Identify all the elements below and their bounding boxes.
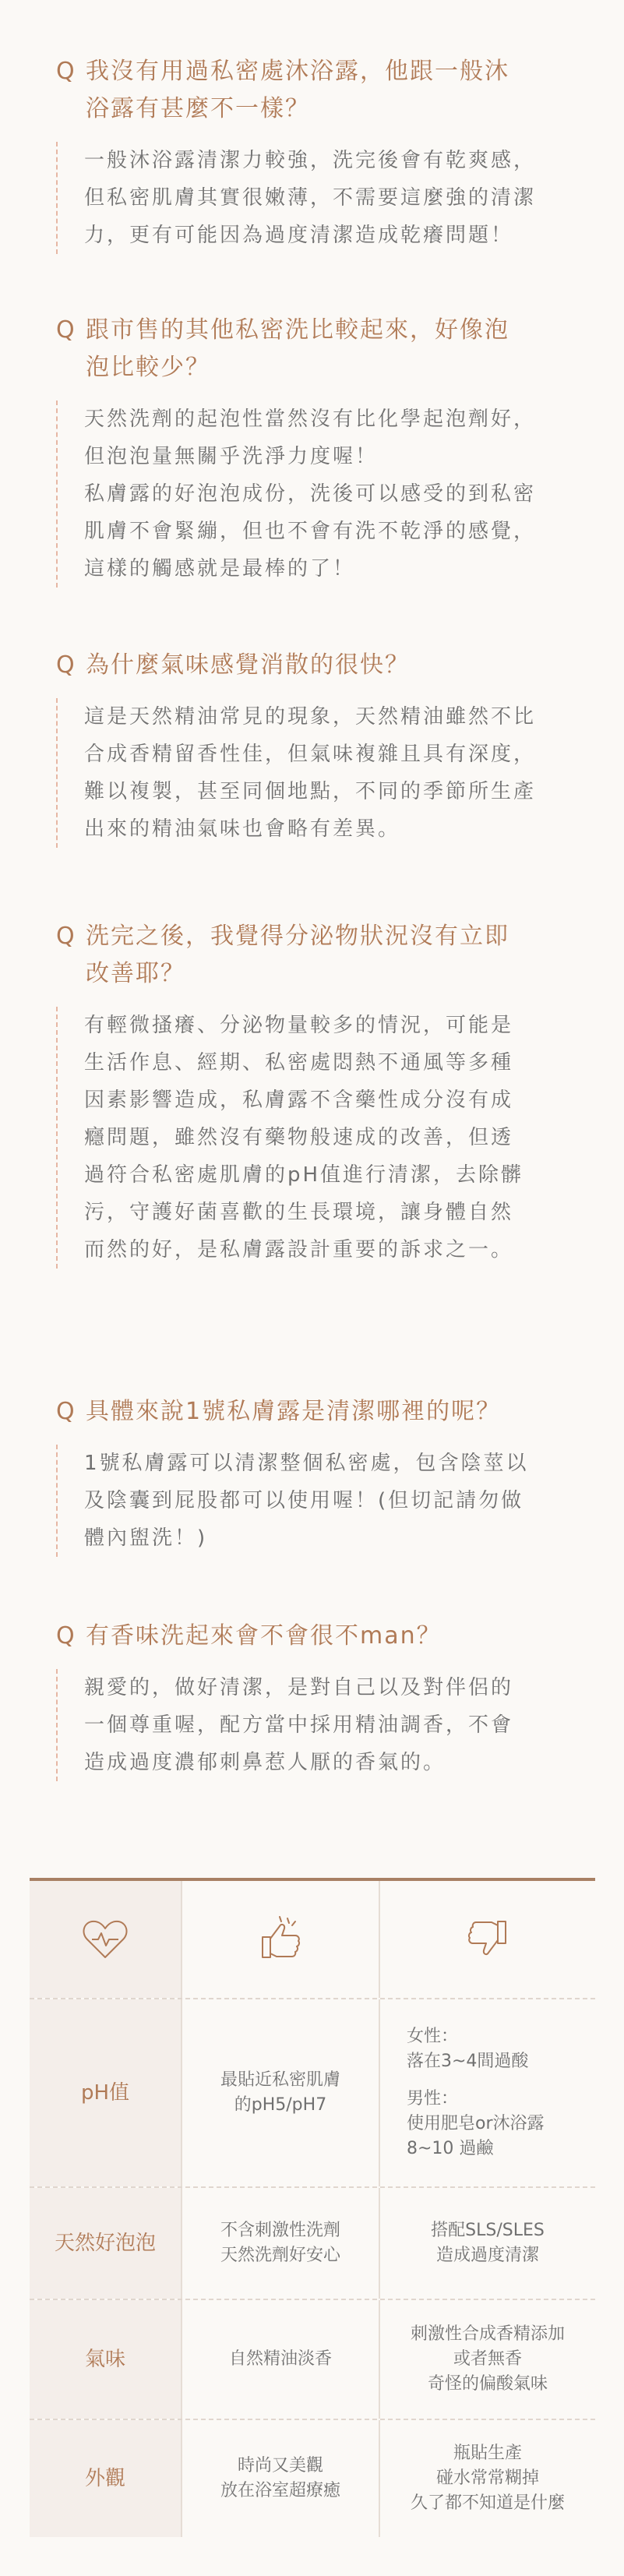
faq-question xyxy=(56,1393,594,1431)
answer-line: 癮問題，雖然沒有藥物般速成的改善，但透 xyxy=(84,1126,514,1149)
faq-answer xyxy=(56,142,594,254)
faq-answer xyxy=(56,1445,594,1557)
answer-line: 一般沐浴露清潔力較強，洗完後會有乾爽感， xyxy=(84,149,537,172)
table-row xyxy=(30,2420,595,2537)
cell-line: 瓶貼生產 xyxy=(453,2444,522,2463)
faq-question xyxy=(56,1618,594,1655)
question-line: 為什麼氣味感覺消散的很快？ xyxy=(86,651,410,679)
cell-line: 天然洗劑好安心 xyxy=(220,2246,340,2265)
bad-cell xyxy=(380,2420,595,2537)
bad-cell xyxy=(380,1999,595,2186)
answer-line: 體內盥洗！) xyxy=(84,1526,208,1550)
cell-line: 男性： xyxy=(407,2089,459,2108)
table-row xyxy=(30,2188,595,2300)
answer-line: 有輕微搔癢、分泌物量較多的情況，可能是 xyxy=(84,1014,514,1037)
faq-answer xyxy=(56,401,594,588)
question-line: 泡比較少？ xyxy=(86,354,210,381)
faq-answer xyxy=(56,1669,594,1781)
bad-cell xyxy=(380,2300,595,2419)
answer-line: 難以複製，甚至同個地點，不同的季節所生產 xyxy=(84,780,537,803)
faq-answer xyxy=(56,698,594,848)
question-line: 浴露有甚麼不一樣？ xyxy=(86,95,310,122)
cell-line: 的pH5/pH7 xyxy=(234,2095,327,2115)
faq-item xyxy=(56,53,594,254)
q-mark: Q xyxy=(56,58,76,85)
answer-line: 一個尊重喔，配方當中採用精油調香，不會 xyxy=(84,1713,514,1737)
cell-line: 時尚又美觀 xyxy=(237,2456,323,2475)
cell-line: 久了都不知道是什麼 xyxy=(410,2493,565,2513)
cell-line: 搭配SLS/SLES xyxy=(431,2221,545,2240)
heart-icon xyxy=(30,1881,182,1998)
cell-line: 自然精油淡香 xyxy=(228,2349,332,2369)
thumbs-down-icon xyxy=(380,1881,595,1998)
answer-line: 私膚露的好泡泡成份，洗後可以感受的到私密 xyxy=(84,482,537,506)
answer-line: 及陰囊到屁股都可以使用喔！(但切記請勿做 xyxy=(84,1489,524,1512)
answer-line: 因素影響造成，私膚露不含藥性成分沒有成 xyxy=(84,1089,514,1112)
cell-line xyxy=(407,2074,545,2087)
cell-line: 放在浴室超療癒 xyxy=(220,2481,340,2500)
faq-item xyxy=(56,647,594,848)
answer-line: 造成過度濃郁刺鼻惹人厭的香氣的。 xyxy=(84,1751,446,1774)
question-line: 有香味洗起來會不會很不man？ xyxy=(86,1622,442,1650)
bad-cell xyxy=(380,2188,595,2299)
answer-line: 而然的好，是私膚露設計重要的訴求之一。 xyxy=(84,1238,514,1262)
answer-line: 污，守護好菌喜歡的生長環境，讓身體自然 xyxy=(84,1201,514,1224)
answer-line: 但私密肌膚其實很嫩薄，不需要這麼強的清潔 xyxy=(84,186,537,210)
faq-item xyxy=(56,312,594,588)
answer-line: 合成香精留香性佳，但氣味複雜且具有深度， xyxy=(84,743,537,766)
cell-line: 使用肥皂or沐浴露 xyxy=(407,2114,545,2133)
question-line: 洗完之後，我覺得分泌物狀況沒有立即 xyxy=(86,923,509,950)
faq-question xyxy=(56,53,594,128)
cell-line: 或者無香 xyxy=(453,2349,522,2369)
thumbs-up-icon xyxy=(182,1881,380,1998)
answer-line: 生活作息、經期、私密處悶熱不通風等多種 xyxy=(84,1051,514,1075)
cell-line: 奇怪的偏酸氣味 xyxy=(427,2374,548,2394)
cell-line: 碰水常常糊掉 xyxy=(435,2468,539,2488)
answer-line: 出來的精油氣味也會略有差異。 xyxy=(84,817,401,841)
answer-line: 這樣的觸感就是最棒的了！ xyxy=(84,557,356,580)
faq-item xyxy=(56,1393,594,1557)
cell-line: 8~10 過鹼 xyxy=(407,2139,494,2158)
faq-question xyxy=(56,647,594,684)
cell-line: 造成過度清潔 xyxy=(435,2246,539,2265)
answer-line: 這是天然精油常見的現象，天然精油雖然不比 xyxy=(84,705,537,729)
q-mark: Q xyxy=(56,316,76,344)
row-label: 天然好泡泡 xyxy=(30,2188,182,2299)
q-mark: Q xyxy=(56,923,76,950)
answer-line: 親愛的，做好清潔，是對自己以及對伴侶的 xyxy=(84,1676,514,1699)
good-cell xyxy=(182,2188,380,2299)
faq-item xyxy=(56,918,594,1269)
cell-line: 落在3~4間過酸 xyxy=(407,2052,529,2071)
question-line: 跟市售的其他私密洗比較起來，好像泡 xyxy=(86,316,509,344)
faq-answer xyxy=(56,1007,594,1269)
faq-item xyxy=(56,1618,594,1781)
cell-line: 女性： xyxy=(407,2027,459,2046)
q-mark: Q xyxy=(56,651,76,679)
table-row xyxy=(30,2300,595,2420)
row-label: 氣味 xyxy=(30,2300,182,2419)
answer-line: 1號私膚露可以清潔整個私密處，包含陰莖以 xyxy=(84,1452,529,1475)
answer-line: 但泡泡量無關乎洗淨力度喔！ xyxy=(84,445,379,468)
table-row xyxy=(30,1999,595,2188)
cell-line: 刺激性合成香精添加 xyxy=(410,2324,565,2344)
table-header-row xyxy=(30,1881,595,1999)
question-line: 我沒有用過私密處沐浴露，他跟一般沐 xyxy=(86,58,509,85)
good-cell xyxy=(182,2420,380,2537)
question-line: 改善耶？ xyxy=(86,960,185,987)
question-line: 具體來說1號私膚露是清潔哪裡的呢？ xyxy=(86,1398,502,1425)
faq-question xyxy=(56,918,594,993)
cell-line: 最貼近私密肌膚 xyxy=(220,2070,340,2090)
good-cell xyxy=(182,1999,380,2186)
comparison-table xyxy=(30,1878,595,2537)
faq-question xyxy=(56,312,594,386)
answer-line: 肌膚不會緊繃，但也不會有洗不乾淨的感覺， xyxy=(84,520,537,543)
good-cell xyxy=(182,2300,380,2419)
row-label: 外觀 xyxy=(30,2420,182,2537)
q-mark: Q xyxy=(56,1622,76,1650)
q-mark: Q xyxy=(56,1398,76,1425)
cell-line: 不含刺激性洗劑 xyxy=(220,2221,340,2240)
answer-line: 過符合私密處肌膚的pH值進行清潔，去除髒 xyxy=(84,1163,524,1187)
answer-line: 力，更有可能因為過度清潔造成乾癢問題！ xyxy=(84,224,514,247)
answer-line: 天然洗劑的起泡性當然沒有比化學起泡劑好， xyxy=(84,408,537,431)
row-label: pH值 xyxy=(30,1999,182,2186)
